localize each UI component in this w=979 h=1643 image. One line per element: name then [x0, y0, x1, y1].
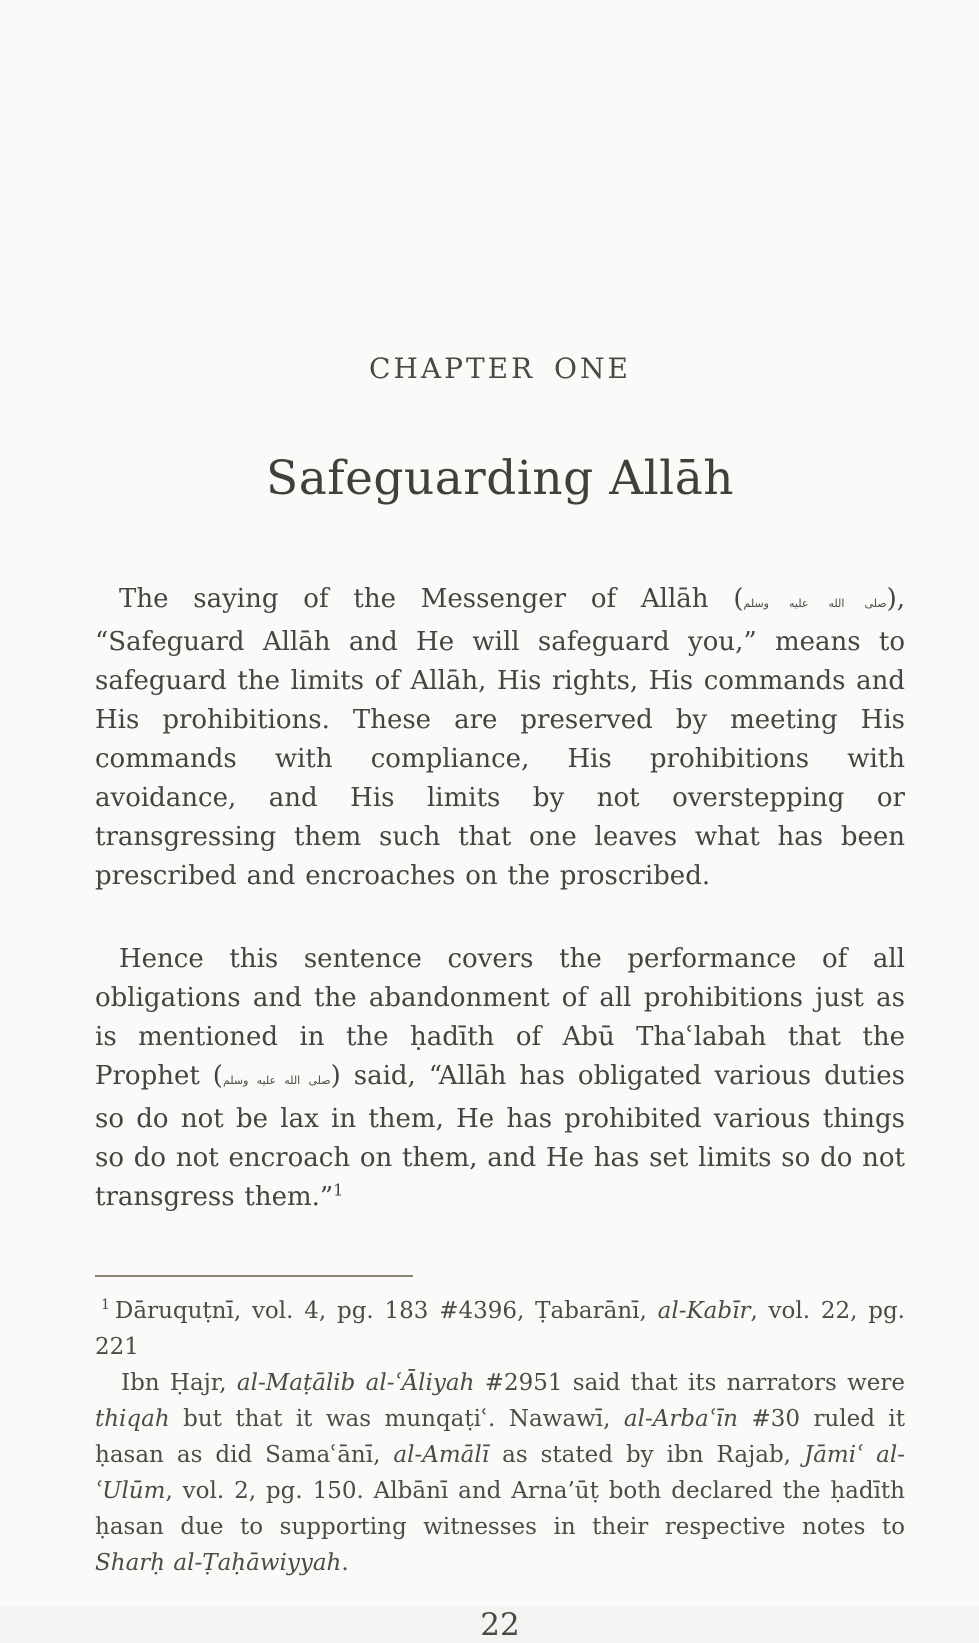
footnote	[95, 1293, 905, 1581]
footnote-commentary-text: #30 ruled it ḥasan as did Samaʿānī,	[95, 1406, 905, 1468]
footnote-reference: 1	[333, 1180, 344, 1200]
paragraph-2-text-before: Hence this sentence covers the performance of all obligations and the abandonment of all prohibitions just as is mentioned in the ḥadīth of Abū Thaʿlabah that the Prophet (	[95, 944, 905, 1091]
honorific-symbol: صلى الله عليه وسلم	[743, 597, 887, 610]
footnote-divider	[95, 1275, 413, 1277]
page-number: 22	[480, 1607, 520, 1643]
footnote-commentary-text: .	[341, 1550, 349, 1576]
footnote-work-title: Jāmiʿ al-ʿUlūm	[95, 1442, 905, 1504]
footnote-work-title: Sharḥ al-Ṭaḥāwiyyah	[95, 1550, 342, 1576]
footnote-citation-text: Dāruquṭnī, vol. 4, pg. 183 #4396, Ṭabarānī,	[114, 1298, 658, 1324]
paragraph-1-text-after: ), “Safeguard Allāh and He will safeguard you,” means to safeguard the limits of Allāh, His rights, His commands and His prohibitions. These are preserved by meeting His commands with compliance, His prohibitions with avoidance, and His limits by not overstepping or transgressing them such that one leaves what has been prescribed and encroaches on the proscribed.	[95, 584, 906, 891]
footnote-commentary-text: #2951 said that its narrators were	[474, 1370, 905, 1396]
footnote-commentary-text: , vol. 2, pg. 150. Albānī and Arna’ūṭ both declared the ḥadīth ḥasan due to supporting witnesses in their respective notes to	[95, 1478, 905, 1540]
honorific-symbol: صلى الله عليه وسلم	[222, 1074, 331, 1087]
paragraph-1	[95, 580, 905, 896]
footnote-commentary	[95, 1365, 905, 1581]
footnote-citation-text: , vol. 22, pg. 221	[95, 1298, 905, 1360]
footnote-work-title: al-Amālī	[393, 1442, 490, 1468]
footnote-commentary-text: but that it was munqaṭiʿ. Nawawī,	[169, 1406, 624, 1432]
paragraph-2	[95, 940, 905, 1217]
paragraph-2-text-after: ) said, “Allāh has obligated various duties so do not be lax in them, He has prohibited various things so do not encroach on them, and He has set limits so do not transgress them.”	[95, 1061, 905, 1212]
footnote-work-title: al-Maṭālib al-ʿĀliyah	[236, 1370, 475, 1396]
footnote-citation	[95, 1293, 905, 1365]
footnote-work-title: al-Arbaʿīn	[623, 1406, 738, 1432]
paragraph-1-text-before: The saying of the Messenger of Allāh (	[119, 584, 744, 614]
footnote-term: thiqah	[95, 1406, 170, 1432]
footnote-commentary-text: Ibn Ḥajr,	[121, 1370, 237, 1396]
chapter-title: Safeguarding Allāh	[266, 451, 734, 506]
footnote-marker: 1	[101, 1297, 110, 1314]
footnote-citation-work-title: al-Kabīr	[657, 1298, 751, 1324]
footnote-commentary-text: as stated by ibn Rajab,	[489, 1442, 804, 1468]
chapter-heading: CHAPTER ONE	[369, 352, 631, 385]
